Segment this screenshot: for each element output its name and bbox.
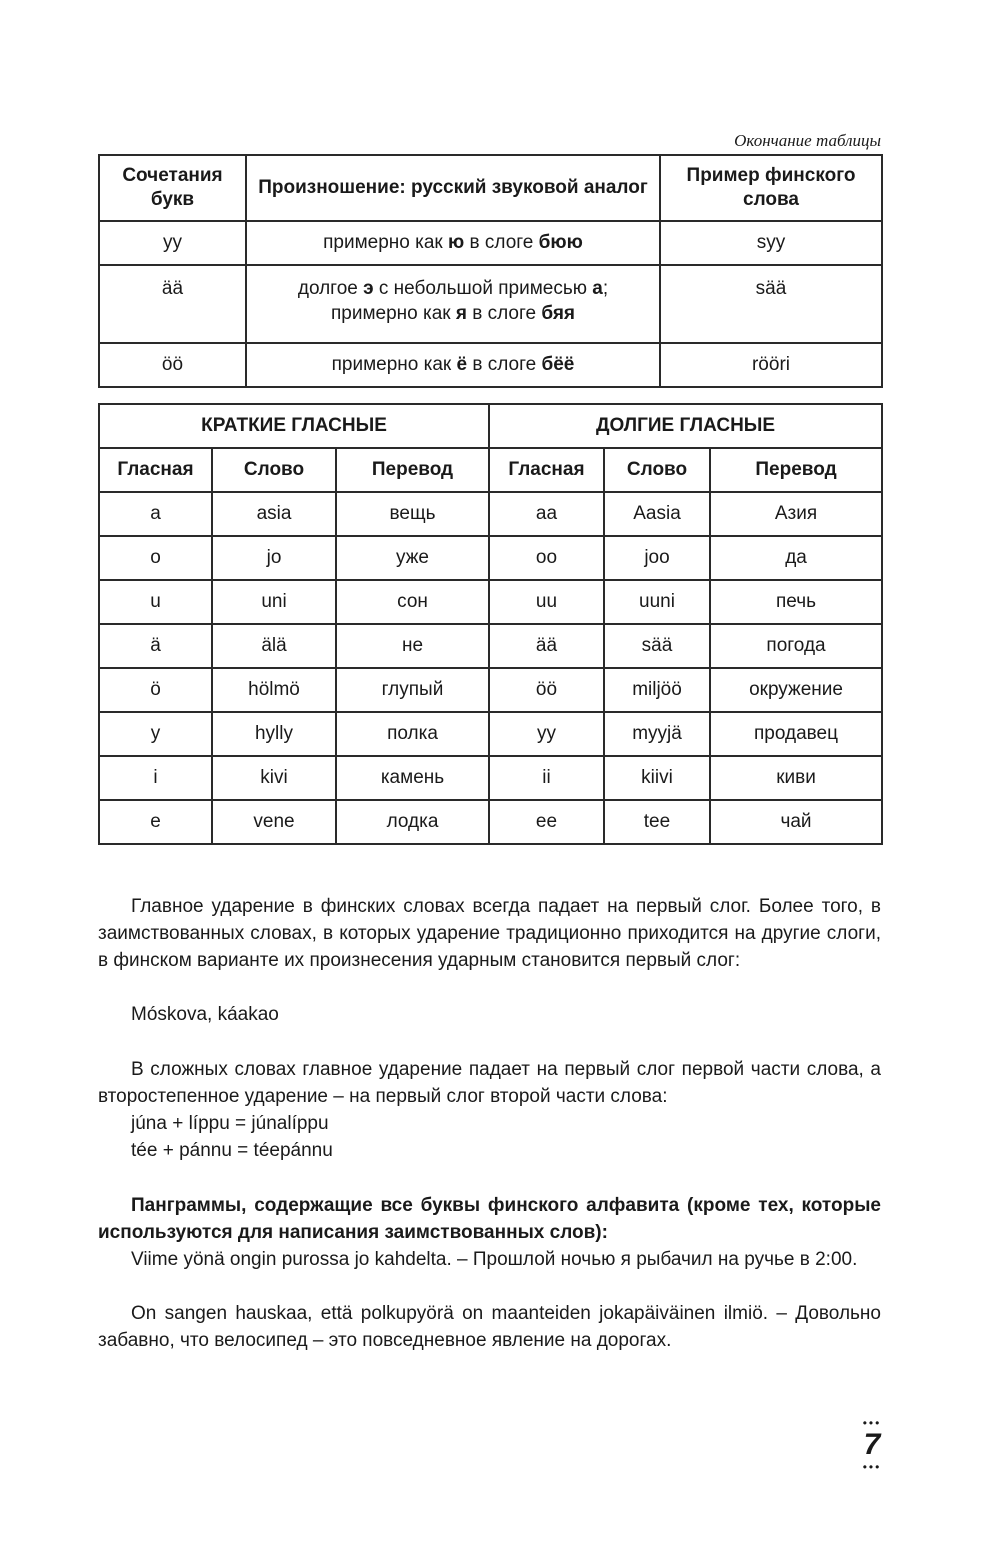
table-cell: asia (212, 492, 336, 536)
header-cell: Гласная (489, 448, 604, 492)
table-cell: sää (604, 624, 710, 668)
table-cell: киви (710, 756, 882, 800)
table-cell: oo (489, 536, 604, 580)
example-cell: rööri (660, 343, 882, 387)
pronunciation-cell: примерно как ё в слоге бёё (246, 343, 660, 387)
table-cell: e (99, 800, 212, 844)
paragraph-stress: Главное ударение в финских словах всегда падает на первый слог. Более того, в заимствованных словах, в которых ударение традиционно приходится на другие слоги, в финском варианте их произнесения ударным становится первый слог: (98, 896, 881, 971)
table-cell: hylly (212, 712, 336, 756)
table-cell: aa (489, 492, 604, 536)
table-row (99, 343, 882, 387)
table-cell: uni (212, 580, 336, 624)
table-row (99, 624, 882, 668)
table-cell: myyjä (604, 712, 710, 756)
pangrams-heading: Панграммы, содержащие все буквы финского алфавита (кроме тех, которые используются для написания заимствованных слов): (98, 1195, 881, 1243)
header-cell: Произношение: русский звуковой аналог (246, 155, 660, 221)
stress-examples: Móskova, káakao (131, 1004, 279, 1025)
combo-cell: ää (99, 265, 246, 343)
header-cell: Слово (212, 448, 336, 492)
table-row (99, 536, 882, 580)
table-cell: ö (99, 668, 212, 712)
pronunciation-cell: долгое э с небольшой примесью а; примерно как я в слоге бяя (246, 265, 660, 343)
table-cell: ii (489, 756, 604, 800)
table-cell: Азия (710, 492, 882, 536)
example-cell: syy (660, 221, 882, 265)
table-cell: чай (710, 800, 882, 844)
table-header-row (99, 155, 882, 221)
table-cell: uuni (604, 580, 710, 624)
short-vowels-header: КРАТКИЕ ГЛАСНЫЕ (99, 404, 489, 448)
table-cell: камень (336, 756, 489, 800)
page-dots-bottom: ••• (862, 1460, 882, 1474)
table-cell: продавец (710, 712, 882, 756)
table-row (99, 492, 882, 536)
table-cell: älä (212, 624, 336, 668)
table-cell: vene (212, 800, 336, 844)
table-cell: jo (212, 536, 336, 580)
table-cell: hölmö (212, 668, 336, 712)
table-cell: погода (710, 624, 882, 668)
header-cell: Перевод (336, 448, 489, 492)
table-cell: Aasia (604, 492, 710, 536)
table-cell: уже (336, 536, 489, 580)
header-cell: Гласная (99, 448, 212, 492)
pangram-2: On sangen hauskaa, että polkupyörä on maanteiden jokapäiväinen ilmiö. – Довольно забавно, что велосипед – это повседневное явление на дорогах. (98, 1303, 881, 1351)
table-cell: u (99, 580, 212, 624)
table-cell: да (710, 536, 882, 580)
table-cell: сон (336, 580, 489, 624)
example-cell: sää (660, 265, 882, 343)
table-row (99, 712, 882, 756)
table-cell: tee (604, 800, 710, 844)
table-cell: ee (489, 800, 604, 844)
table-cell: yy (489, 712, 604, 756)
letter-combinations-table (98, 154, 883, 388)
vowels-table (98, 403, 883, 845)
paragraph-compound-stress: В сложных словах главное ударение падает на первый слог первой части слова, а второстепенное ударение – на первый слог второй части слова: (98, 1059, 881, 1107)
table-cell: kivi (212, 756, 336, 800)
combo-cell: öö (99, 343, 246, 387)
header-cell: Сочетания букв (99, 155, 246, 221)
table-cell: miljöö (604, 668, 710, 712)
table-cell: вещь (336, 492, 489, 536)
page-dots-top: ••• (862, 1416, 882, 1430)
long-vowels-header: ДОЛГИЕ ГЛАСНЫЕ (489, 404, 882, 448)
page-number-block (857, 1418, 887, 1472)
column-header-row (99, 448, 882, 492)
table-cell: не (336, 624, 489, 668)
table-row (99, 756, 882, 800)
header-cell: Перевод (710, 448, 882, 492)
compound-examples: júna + líppu = júnalíppu tée + pánnu = téepánnu (131, 1113, 333, 1161)
table-row (99, 668, 882, 712)
table-cell: kiivi (604, 756, 710, 800)
table-row (99, 221, 882, 265)
pangram-1: Viime yönä ongin purossa jo kahdelta. – Прошлой ночью я рыбачил на ручье в 2:00. (131, 1249, 858, 1270)
table-row (99, 580, 882, 624)
table-cell: глупый (336, 668, 489, 712)
table-row (99, 800, 882, 844)
header-cell: Слово (604, 448, 710, 492)
table-cell: i (99, 756, 212, 800)
table-cell: лодка (336, 800, 489, 844)
table-cell: ää (489, 624, 604, 668)
pronunciation-cell: примерно как ю в слоге бюю (246, 221, 660, 265)
table-cell: полка (336, 712, 489, 756)
table-cell: joo (604, 536, 710, 580)
table-cell: a (99, 492, 212, 536)
table-cell: окружение (710, 668, 882, 712)
table-cell: öö (489, 668, 604, 712)
page-number: 7 (863, 1428, 881, 1461)
table-cell: y (99, 712, 212, 756)
table-cell: uu (489, 580, 604, 624)
header-cell: Пример финского слова (660, 155, 882, 221)
table-row (99, 265, 882, 343)
combo-cell: yy (99, 221, 246, 265)
table-cell: печь (710, 580, 882, 624)
table-cell: ä (99, 624, 212, 668)
table-continuation-caption: Окончание таблицы (734, 131, 881, 150)
table-cell: o (99, 536, 212, 580)
group-header-row (99, 404, 882, 448)
